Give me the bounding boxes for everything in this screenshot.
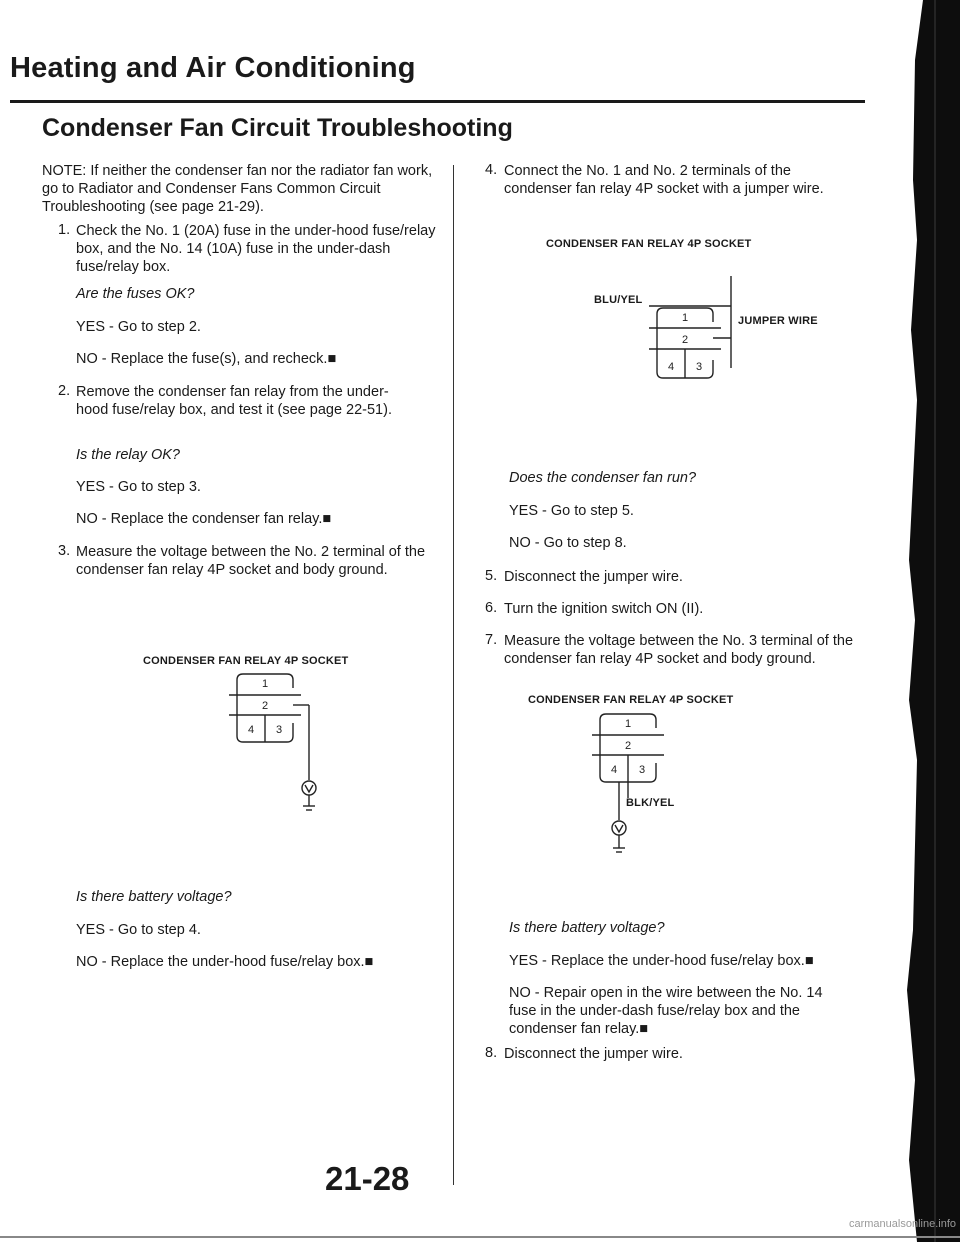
diagram-label: CONDENSER FAN RELAY 4P SOCKET [546, 238, 752, 250]
pin-label: 1 [624, 718, 632, 730]
answer-yes: YES - Go to step 4. [76, 922, 201, 938]
pin-label: 3 [275, 724, 283, 736]
question-battery-voltage: Is there battery voltage? [76, 889, 232, 905]
pin-label: 4 [667, 361, 675, 373]
answer-no: NO - Replace the fuse(s), and recheck.■ [76, 351, 337, 367]
pin-label: 2 [261, 700, 269, 712]
diagram-label: CONDENSER FAN RELAY 4P SOCKET [528, 694, 734, 706]
pin-label: 3 [638, 764, 646, 776]
wire-color-label: BLK/YEL [626, 797, 675, 809]
answer-yes: YES - Go to step 2. [76, 319, 201, 335]
title-rule [10, 100, 865, 103]
page-title: Heating and Air Conditioning [10, 52, 416, 84]
pin-label: 4 [610, 764, 618, 776]
answer-yes: YES - Replace the under-hood fuse/relay box.■ [509, 953, 814, 969]
step-number: 3. [58, 543, 71, 559]
answer-yes: YES - Go to step 5. [509, 503, 634, 519]
step-number: 8. [485, 1045, 498, 1061]
question-fuses-ok: Are the fuses OK? [76, 286, 195, 302]
question-battery-voltage: Is there battery voltage? [509, 920, 665, 936]
question-relay-ok: Is the relay OK? [76, 447, 180, 463]
answer-no: NO - Replace the under-hood fuse/relay box.■ [76, 954, 374, 970]
step-1-text: Check the No. 1 (20A) fuse in the under-hood fuse/relay box, and the No. 14 (10A) fuse in the under-dash fuse/relay box. [76, 223, 436, 275]
note-text: NOTE: If neither the condenser fan nor the radiator fan work, go to Radiator and Condenser Fans Common Circuit Troubleshooting (see page 21-29). [42, 163, 433, 215]
step-8-text: Disconnect the jumper wire. [504, 1046, 683, 1062]
pin-label: 1 [681, 312, 689, 324]
step-4-text: Connect the No. 1 and No. 2 terminals of the condenser fan relay 4P socket with a jumper wire. [504, 163, 824, 197]
pin-label: 1 [261, 678, 269, 690]
page-number: 21-28 [325, 1160, 410, 1197]
step-number: 2. [58, 383, 71, 399]
pin-label: 2 [624, 740, 632, 752]
relay-socket-diagram-voltmeter-2 [588, 710, 698, 870]
jumper-wire-label: JUMPER WIRE [738, 315, 818, 327]
step-3-text: Measure the voltage between the No. 2 terminal of the condenser fan relay 4P socket and body ground. [76, 544, 426, 578]
watermark: carmanualsonline.info [848, 1218, 956, 1230]
step-number: 1. [58, 222, 71, 238]
binding-edge [905, 0, 960, 1242]
question-fan-run: Does the condenser fan run? [509, 470, 697, 486]
step-number: 7. [485, 632, 498, 648]
step-number: 5. [485, 568, 498, 584]
footer-rule [0, 1236, 960, 1238]
pin-label: 2 [681, 334, 689, 346]
answer-no: NO - Repair open in the wire between the No. 14 fuse in the under-dash fuse/relay box and the condenser fan relay.■ [509, 985, 823, 1037]
answer-no: NO - Replace the condenser fan relay.■ [76, 511, 332, 527]
relay-socket-diagram-jumper [645, 270, 745, 385]
step-6-text: Turn the ignition switch ON (II). [504, 601, 704, 617]
step-5-text: Disconnect the jumper wire. [504, 569, 683, 585]
pin-label: 3 [695, 361, 703, 373]
section-title: Condenser Fan Circuit Troubleshooting [42, 114, 513, 142]
diagram-label: CONDENSER FAN RELAY 4P SOCKET [143, 655, 349, 667]
wire-color-label: BLU/YEL [594, 294, 643, 306]
pin-label: 4 [247, 724, 255, 736]
answer-no: NO - Go to step 8. [509, 535, 627, 551]
column-divider [453, 165, 454, 1185]
step-number: 4. [485, 162, 498, 178]
step-2-text: Remove the condenser fan relay from the under-hood fuse/relay box, and test it (see page 22-51). [76, 384, 392, 418]
step-number: 6. [485, 600, 498, 616]
relay-socket-diagram-voltmeter [225, 670, 335, 820]
step-7-text: Measure the voltage between the No. 3 terminal of the condenser fan relay 4P socket and body ground. [504, 633, 854, 667]
answer-yes: YES - Go to step 3. [76, 479, 201, 495]
